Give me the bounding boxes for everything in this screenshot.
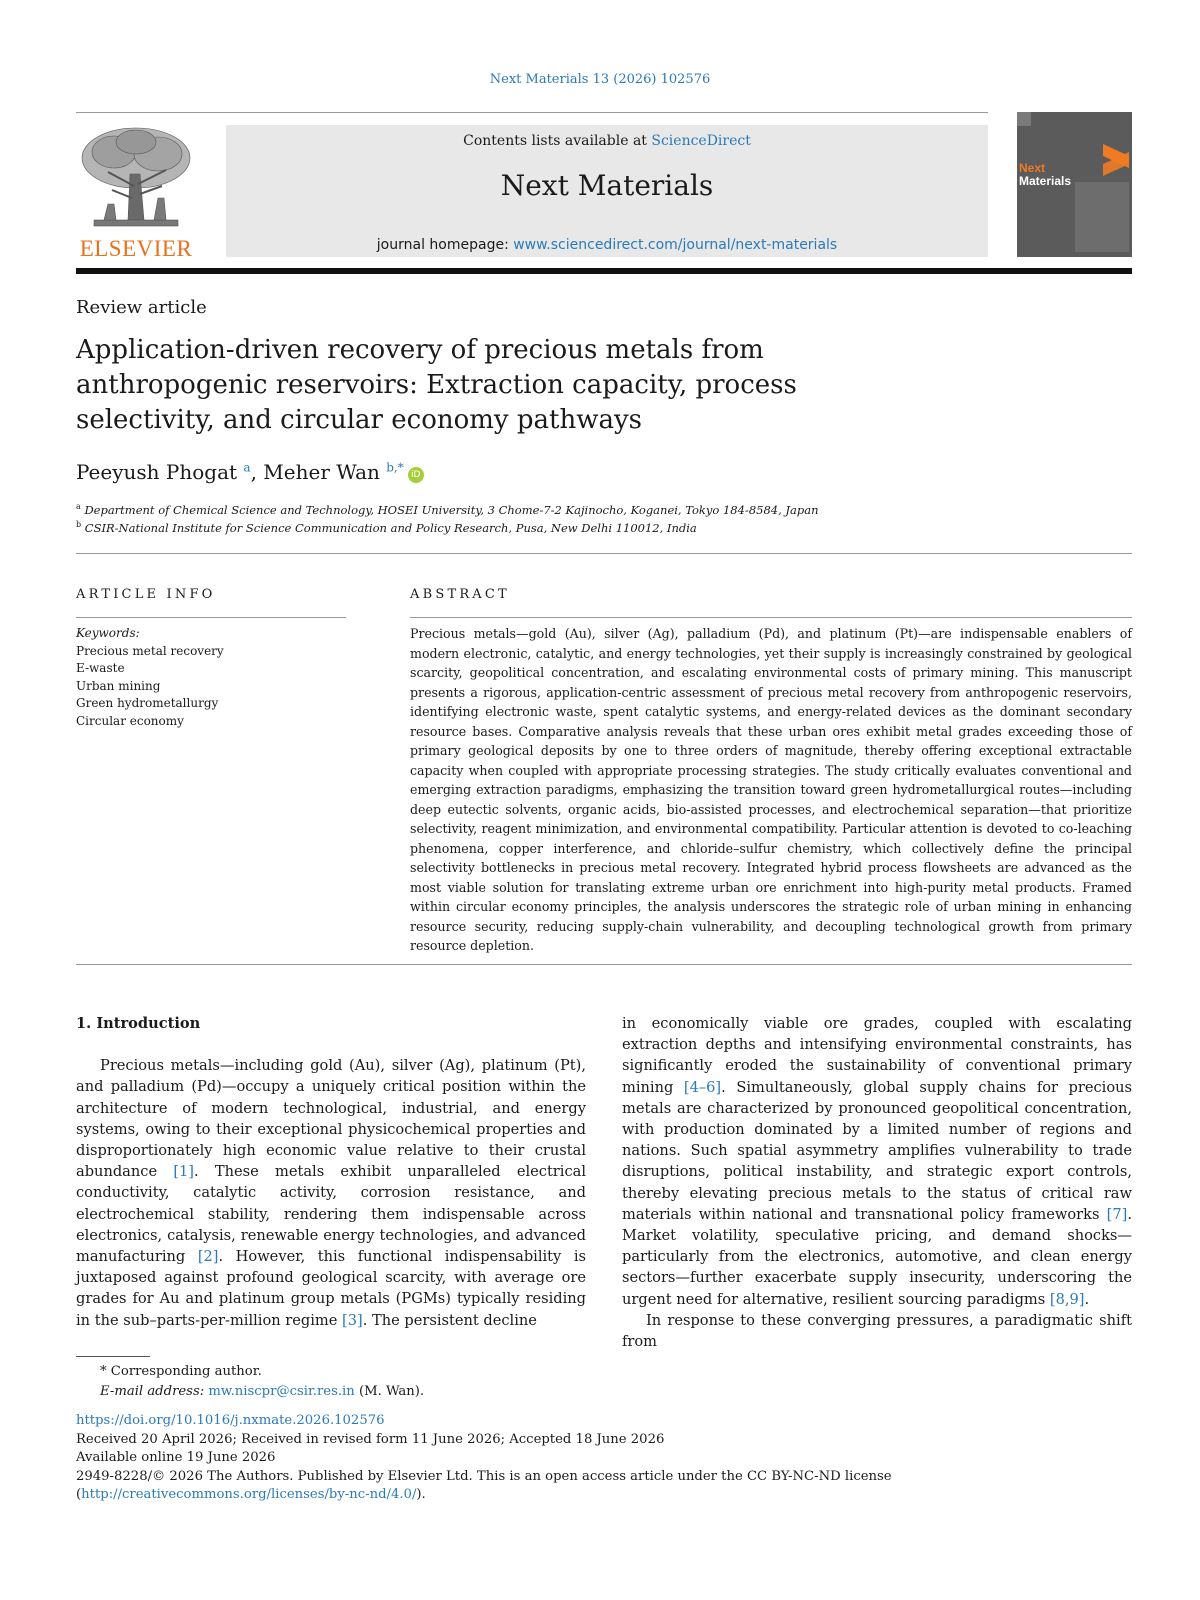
homepage-prefix: journal homepage:: [376, 237, 514, 253]
text-run: . The persistent decline: [362, 1311, 537, 1329]
keyword: Green hydrometallurgy: [76, 696, 219, 710]
license-suffix: ).: [416, 1487, 426, 1502]
journal-cover[interactable]: [1017, 112, 1132, 257]
header-thick-rule: [76, 268, 1132, 274]
available-online: Available online 19 June 2026: [76, 1450, 276, 1465]
author-name[interactable]: Meher Wan: [263, 460, 380, 484]
text-run: . These metals exhibit unparalleled electrical conductivity, catalytic activity, corrosion resistance, and electrochemical stability, rendering them indispensable across electronics, catalysis, renewable energy technologies, and advanced manufacturing: [76, 1163, 586, 1266]
received-dates: Received 20 April 2026; Received in revised form 11 June 2026; Accepted 18 June 2026: [76, 1431, 665, 1447]
citation-link[interactable]: Next Materials 13 (2026) 102576: [489, 72, 711, 87]
doi-link[interactable]: https://doi.org/10.1016/j.nxmate.2026.102576: [76, 1413, 385, 1428]
abstract-text: Precious metals—gold (Au), silver (Ag), palladium (Pd), and platinum (Pt)—are indispensable enablers of modern electronic, catalytic, and energy technologies, yet their supply is increasingly constrained by geological scarcity, geopolitical concentration, and escalating environmental costs of primary mining. This manuscript presents a rigorous, application-centric assessment of precious metal recovery from anthropogenic reservoirs, identifying electronic waste, spent catalytic systems, and energy-related devices as the dominant secondary resource bases. Comparative analysis reveals that these urban ores exhibit metal grades exceeding those of primary geological deposits by one to three orders of magnitude, thereby offering exceptional extractable capacity when coupled with appropriate processing strategies. The study critically evaluates conventional and emerging extraction paradigms, emphasizing the transition toward green hydrometallurgical routes—including deep eutectic solvents, organic acids, bio-assisted processes, and electrochemical separation—that prioritize selectivity, reagent minimization, and environmental compatibility. Particular attention is devoted to co-leaching phenomena, copper interference, and chloride–sulfur chemistry, which collectively define the principal selectivity bottlenecks in precious metal recovery. Integrated hybrid process flowsheets are advanced as the most viable solution for translating extreme urban ore enrichment into high-purity metal products. Framed within circular economy principles, the analysis underscores the strategic role of urban mining in enhancing resource security, reducing supply-chain vulnerability, and decoupling technological growth from primary resource depletion.: [410, 626, 1132, 953]
author-name[interactable]: Peeyush Phogat: [76, 460, 238, 484]
keyword: Urban mining: [76, 678, 161, 693]
citation-ref[interactable]: [8,9]: [1049, 1290, 1085, 1308]
text-run: Precious metals—including gold (Au), silver (Ag), platinum (Pt), and palladium (Pd)—occupy a uniquely critical position within the architecture of modern technological, industrial, and energy systems, owing to their exceptional physicochemical properties and disproportionately high economic value relative to their crustal abundance: [76, 1057, 586, 1181]
paragraph: [622, 1013, 1132, 1310]
keywords-block: [76, 625, 224, 730]
license-prefix: 2949-8228/© 2026 The Authors. Published by Elsevier Ltd. This is an open access article under the CC BY-NC-ND license (: [76, 1468, 892, 1502]
cover-title: [1019, 162, 1071, 188]
email-suffix: (M. Wan).: [354, 1384, 425, 1399]
affiliation: [76, 520, 697, 535]
keyword: E-waste: [76, 661, 125, 675]
journal-name: Next Materials: [500, 169, 714, 202]
affiliation-text: Department of Chemical Science and Technology, HOSEI University, 3 Chome-7-2 Kajinocho, Koganei, Tokyo 184-8584, Japan: [84, 502, 819, 517]
article-info-heading: ARTICLE INFO: [76, 587, 216, 602]
journal-homepage-link[interactable]: www.sciencedirect.com/journal/next-materials: [513, 237, 838, 253]
text-run: in economically viable ore grades, coupled with escalating extraction depths and intensifying environmental constraints, has significantly eroded the sustainability of conventional primary mining: [622, 1015, 1132, 1096]
elsevier-tree-icon: [74, 124, 198, 232]
article-type: Review article: [76, 297, 207, 318]
text-run: . Simultaneously, global supply chains for precious metals are characterized by pronounced geopolitical concentration, with production dominated by a limited number of regions and nations. Such spatial asymmetry amplifies vulnerability to trade disruptions, political instability, and strategic export controls, thereby elevating precious metals to the status of critical raw materials within national and transnational policy frameworks: [622, 1078, 1133, 1223]
author-separator: ,: [250, 460, 264, 484]
corresponding-author-note: * Corresponding author.: [100, 1364, 262, 1379]
footnote: [76, 1362, 424, 1402]
citation-ref[interactable]: [7]: [1106, 1205, 1128, 1223]
author-email-link[interactable]: mw.niscpr@csir.res.in: [208, 1384, 355, 1399]
body-column-right: [622, 1013, 1132, 1352]
text-run: . Market volatility, speculative pricing, and demand shocks—particularly from the electronics, automotive, and clean energy sectors—further exacerbate supply insecurity, underscoring the urgent need for alternative, resilient sourcing paradigms: [622, 1205, 1132, 1308]
author-affil-marker[interactable]: a: [243, 460, 251, 475]
author-list: [76, 460, 424, 484]
abstract-bottom-rule: [76, 964, 1132, 965]
footnote-rule: [76, 1356, 150, 1357]
license-line: [76, 1468, 1132, 1505]
sciencedirect-link[interactable]: ScienceDirect: [651, 133, 751, 149]
article-footer: [76, 1412, 1132, 1505]
article-info-rule: [76, 617, 346, 618]
affiliation-rule: [76, 553, 1132, 554]
paragraph: [76, 1055, 586, 1331]
affiliation: [76, 502, 818, 517]
affiliation-text: CSIR-National Institute for Science Communication and Policy Research, Pusa, New Delhi 110012, India: [84, 520, 697, 535]
affiliation-label: a: [76, 502, 81, 511]
license-link[interactable]: http://creativecommons.org/licenses/by-nc-nd/4.0/: [81, 1487, 417, 1502]
abstract-heading: ABSTRACT: [410, 587, 510, 602]
citation-ref[interactable]: [1]: [173, 1163, 195, 1181]
keyword: Circular economy: [76, 713, 184, 728]
homepage-line: [226, 237, 988, 253]
keywords-label: Keywords:: [76, 626, 140, 640]
section-title: 1. Introduction: [76, 1015, 201, 1032]
affiliation-label: b: [76, 520, 82, 529]
cover-line1: Next: [1019, 161, 1046, 175]
body-column-left: [76, 1013, 586, 1331]
abstract-rule: [410, 617, 1132, 618]
citation-ref[interactable]: [3]: [342, 1311, 363, 1329]
text-run: .: [1084, 1290, 1090, 1308]
elsevier-logo[interactable]: [74, 124, 198, 262]
elsevier-wordmark: ELSEVIER: [79, 236, 193, 261]
text-run: . However, this functional indispensability is juxtaposed against profound geological scarcity, with average ore grades for Au and platinum group metals (PGMs) typically residing in the sub–parts-per-million regime: [76, 1248, 586, 1329]
header-top-rule: [76, 112, 988, 113]
article-title: Application-driven recovery of precious metals from anthropogenic reservoirs: Extraction capacity, process selectivity, and circular economy pathways: [76, 335, 797, 435]
author-affil-marker[interactable]: b,*: [386, 460, 404, 475]
citation-ref[interactable]: [2]: [197, 1248, 219, 1266]
keyword: Precious metal recovery: [76, 643, 224, 658]
email-label: E-mail address:: [100, 1384, 209, 1399]
journal-citation[interactable]: [0, 72, 1200, 87]
orcid-icon[interactable]: iD: [408, 467, 424, 483]
paragraph: In response to these converging pressures, a paradigmatic shift from: [622, 1311, 1132, 1351]
journal-banner: [226, 125, 988, 257]
contents-line: [226, 133, 988, 149]
citation-ref[interactable]: [4–6]: [683, 1078, 722, 1096]
contents-prefix: Contents lists available at: [463, 133, 652, 149]
cover-line2: Materials: [1019, 174, 1072, 188]
email-line: [76, 1382, 424, 1402]
